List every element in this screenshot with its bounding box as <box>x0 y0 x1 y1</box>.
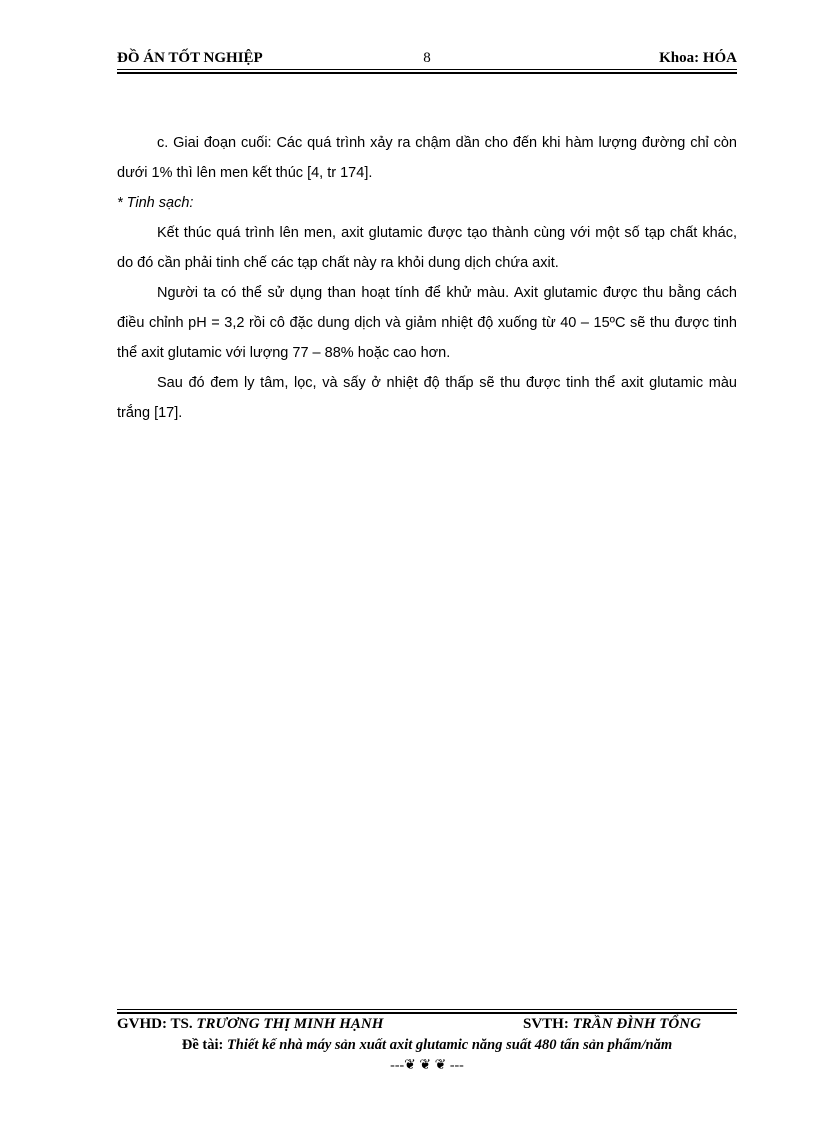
advisor <box>117 1016 383 1033</box>
footer-rule-thick <box>117 1012 737 1014</box>
paragraph-final-stage: c. Giai đoạn cuối: Các quá trình xảy ra chậm dần cho đến khi hàm lượng đường chỉ còn dưới 1% thì lên men kết thúc [4, tr 174]. <box>117 135 737 181</box>
paragraph-drying: Sau đó đem ly tâm, lọc, và sấy ở nhiệt độ thấp sẽ thu được tinh thể axit glutamic màu trắng [17]. <box>117 375 737 421</box>
footer-topic <box>117 1037 737 1054</box>
footer-authors <box>117 1016 737 1034</box>
header-rule-thick <box>117 72 737 74</box>
page-number: 8 <box>423 50 431 66</box>
advisor-label: GVHD: TS. <box>117 1016 193 1032</box>
page-body <box>117 128 737 428</box>
student-name: TRẦN ĐÌNH TỔNG <box>572 1016 701 1032</box>
page-header <box>117 50 737 68</box>
topic-title: Thiết kế nhà máy sản xuất axit glutamic năng suất 480 tấn sản phẩm/năm <box>226 1037 673 1053</box>
student-label: SVTH: <box>523 1016 569 1032</box>
section-label-purification: * Tinh sạch: <box>117 195 194 211</box>
header-rule-thin <box>117 69 737 70</box>
advisor-name: TRƯƠNG THỊ MINH HẠNH <box>196 1016 384 1032</box>
header-department: Khoa: HÓA <box>659 50 737 66</box>
footer-rule-thin <box>117 1009 737 1010</box>
topic-label: Đề tài: <box>181 1037 224 1053</box>
paragraph-decolorization: Người ta có thể sử dụng than hoạt tính để khử màu. Axit glutamic được thu bằng cách điều chỉnh pH = 3,2 rồi cô đặc dung dịch và giảm nhiệt độ xuống từ 40 – 15ºC sẽ thu được tinh thể axit glutamic với lượng 77 – 88% hoặc cao hơn. <box>117 285 737 361</box>
footer-ornament: ---❦ ❦ ❦ --- <box>390 1058 464 1073</box>
student <box>523 1016 701 1033</box>
paragraph-purification-intro: Kết thúc quá trình lên men, axit glutamic được tạo thành cùng với một số tạp chất khác, do đó cần phải tinh chế các tạp chất này ra khỏi dung dịch chứa axit. <box>117 225 737 271</box>
header-title: ĐỒ ÁN TỐT NGHIỆP <box>117 50 263 66</box>
